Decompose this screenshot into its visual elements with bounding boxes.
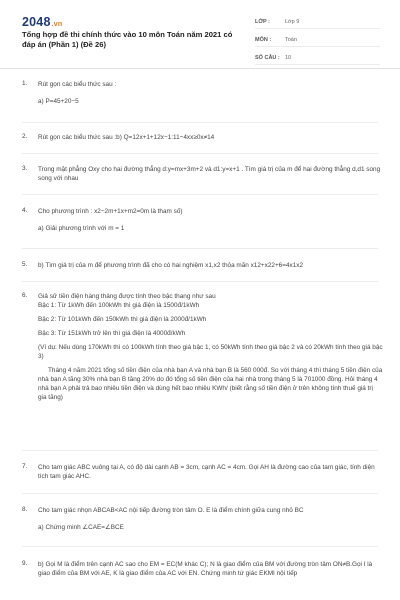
question-text: Rút gọn các biểu thức sau :b) Q=12x+1+12x−1:11−4xx≥0x≠14	[38, 134, 215, 141]
tier-1: Bậc 1: Từ 1kWh đến 100kWh thì giá điện là 1500đ/1kWh	[38, 302, 200, 309]
divider	[22, 194, 378, 195]
logo-main: 2048	[22, 15, 51, 29]
question-number: 3.	[22, 165, 28, 172]
problem-text: Tháng 4 năm 2021 tổng số tiền điện của nhà bạn A và nhà bạn B là 560 000đ. So với tháng 4 thì tháng 5 tiền điện của nhà bạn A tăng 30% nhà bạn B tăng 20% do đó tổng số tiền điện của hai nhà trong tháng 5 là 701000 đồng. Hỏi tháng 4 nhà bạn A phải trả bao nhiêu tiền điện và dùng hết bao nhiêu KWh/ (biết rằng số tiền điện ở trên không tính thuế giá trị gia tăng)	[38, 367, 383, 401]
logo-suffix: .vn	[51, 21, 63, 28]
meta-row-count	[255, 52, 380, 65]
divider	[22, 281, 378, 282]
question-number: 1.	[22, 80, 28, 87]
meta-row-grade	[255, 16, 380, 29]
question-text: Rút gọn các biểu thức sau :	[38, 81, 117, 88]
question-body	[38, 560, 383, 578]
question-number: 9.	[22, 560, 28, 567]
question-number: 5.	[22, 261, 28, 268]
meta-value: Lớp 9	[285, 19, 300, 25]
question-body	[38, 261, 383, 270]
question-body	[38, 506, 383, 532]
question-text: b) Tìm giá trị của m để phương trình đã cho có hai nghiệm x1,x2 thỏa mãn x12+x22+6=4x1x2	[38, 262, 304, 269]
question-body	[38, 80, 383, 106]
question-number: 2.	[22, 133, 28, 140]
question-text: Cho phương trình : x2−2m+1x+m2=0m là tham số)	[38, 208, 183, 215]
question-part: a) Giải phương trình với m = 1	[38, 225, 125, 232]
question-text: Giả sử tiền điện hàng tháng được tính theo bậc thang như sau	[38, 293, 216, 300]
question-text: b) Gọi M là điểm trên cạnh AC sao cho EM = EC(M khác C); N là giao điểm của BM với đường tròn tâm ON≠B.Gọi I là giao điểm của BM với AE, K là giao điểm của AC với EN. Chứng minh tứ giác EKMI nội tiếp	[38, 561, 373, 577]
meta-info	[255, 16, 380, 70]
meta-row-subject	[255, 34, 380, 47]
question-body	[38, 133, 383, 142]
question-number: 7.	[22, 463, 28, 470]
divider	[22, 450, 378, 451]
header	[0, 0, 400, 69]
meta-label: MÔN :	[255, 37, 272, 43]
divider	[22, 248, 378, 249]
question-text: Cho tam giác ABC vuông tại A, có độ dài cạnh AB = 3cm, cạnh AC = 4cm. Gọi AH là đường cao của tam giác, tính diện tích tam giác AHC.	[38, 464, 375, 480]
logo[interactable]	[22, 15, 62, 29]
meta-value: Toán	[285, 37, 297, 43]
example-note: (Ví dụ: Nếu dùng 170kWh thì có 100kWh tính theo giá bậc 1, có 50kWh tính theo giá bậc 2 và có 20kWh tính theo giá bậc 3)	[38, 344, 383, 360]
question-part: a) Chứng minh ∠CAE=∠BCE	[38, 524, 124, 531]
question-text: Cho tam giác nhọn ABCAB<AC nội tiếp đường tròn tâm O. E là điểm chính giữa cung nhỏ BC	[38, 507, 304, 514]
question-body	[38, 292, 383, 402]
meta-value: 10	[285, 55, 292, 61]
meta-label: SỐ CÂU :	[255, 55, 280, 61]
meta-label: LỚP :	[255, 19, 270, 25]
divider	[22, 122, 378, 123]
document-title: Tổng hợp đề thi chính thức vào 10 môn Toán năm 2021 có đáp án (Phần 1) (Đề 26)	[22, 30, 233, 49]
tier-3: Bậc 3: Từ 151kWh trở lên thì giá điện là 4000đ/kWh	[38, 330, 186, 337]
question-part: a) P=45+20−5	[38, 98, 79, 105]
question-body	[38, 207, 383, 233]
tier-2: Bậc 2: Từ 101kWh đến 150kWh thì giá điện là 2000đ/1kWh	[38, 316, 207, 323]
question-number: 6.	[22, 292, 28, 299]
question-text: Trong mặt phẳng Oxy cho hai đường thẳng d:y=mx+3m+2 và d1:y=x+1 . Tìm giá trị của m để hai đường thẳng d,d1 song song với nhau	[38, 166, 381, 182]
question-body	[38, 165, 383, 183]
question-number: 8.	[22, 506, 28, 513]
question-body	[38, 463, 383, 481]
question-number: 4.	[22, 207, 28, 214]
divider	[22, 153, 378, 154]
divider	[22, 546, 378, 547]
divider	[22, 493, 378, 494]
